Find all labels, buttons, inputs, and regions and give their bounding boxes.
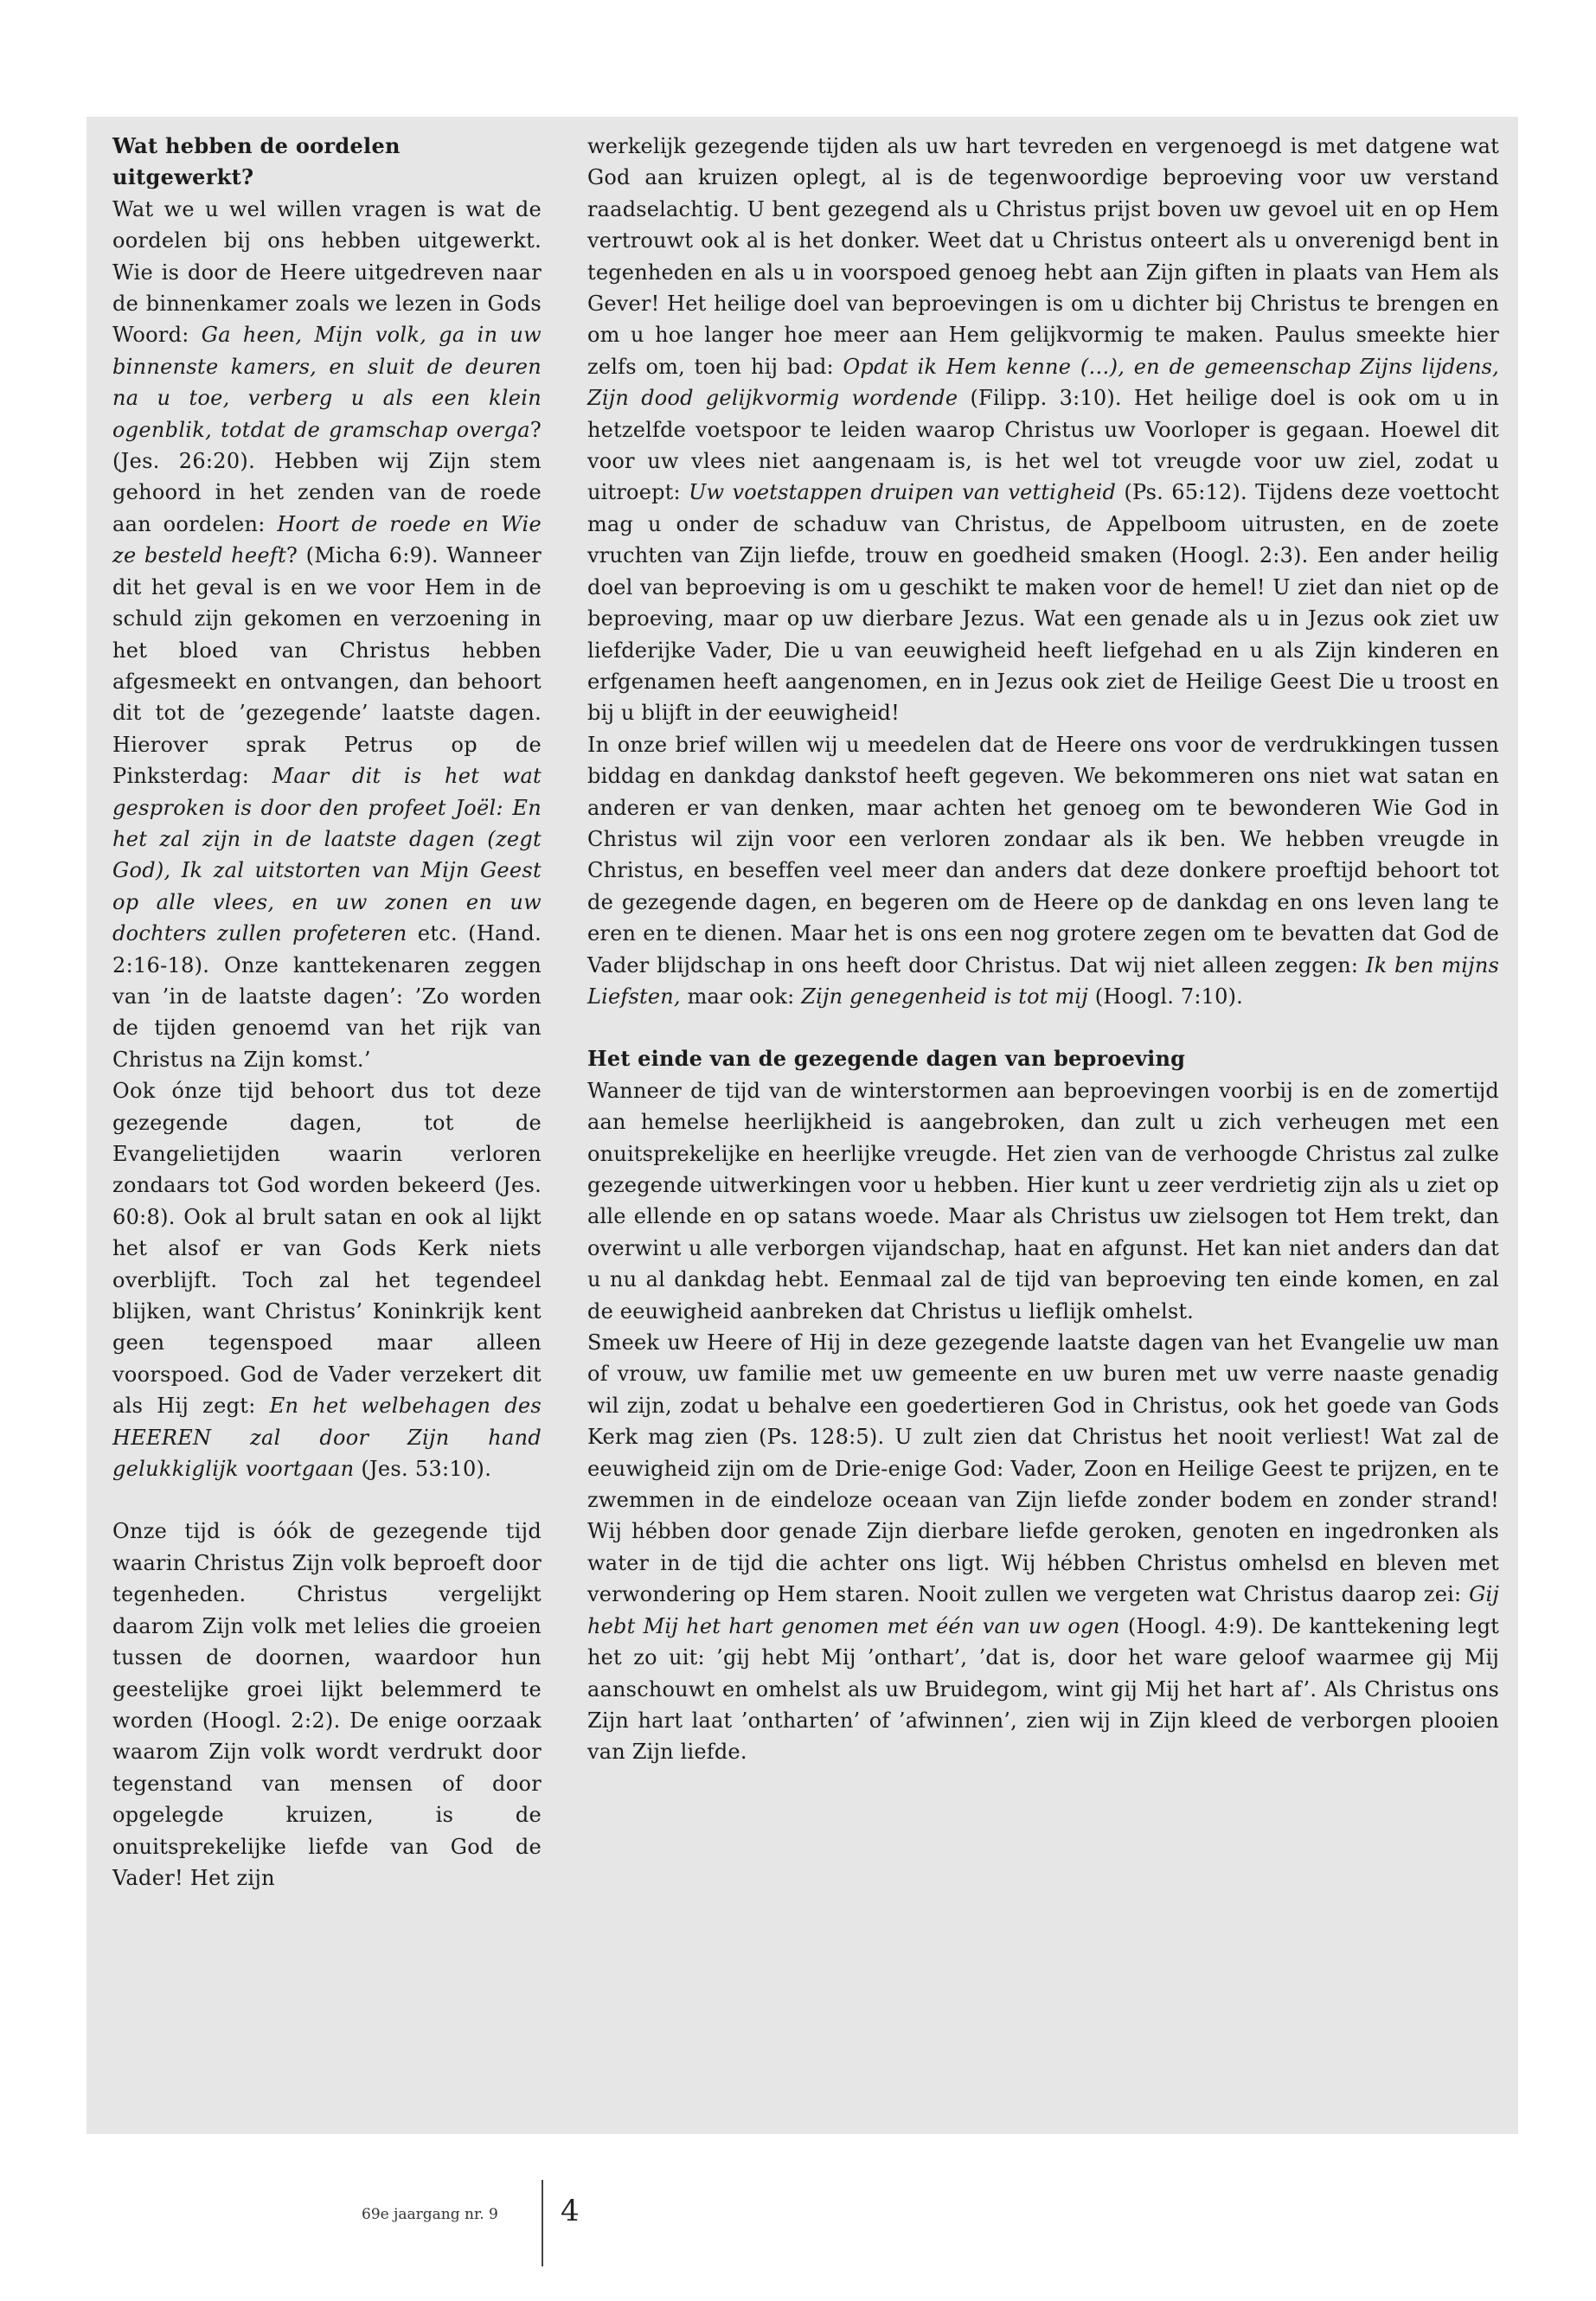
paragraph — [112, 1516, 542, 1894]
text-run: (Jes. 53:10). — [354, 1457, 492, 1482]
text-run: Ook ónze tijd behoort dus tot deze gezegende dagen, tot de Evangelietijden waarin verloren zondaars tot God worden bekeerd (Jes. 60:8). Ook al brult satan en ook al lijkt het alsof er van Gods Kerk niets overblijft. Toch zal het tegendeel blijken, want Christus’ Koninkrijk kent geen tegenspoed maar alleen voorspoed. God de Vader verzekert dit als Hij zegt: — [112, 1079, 542, 1419]
issue-label: 69e jaargang nr. 9 — [362, 2206, 498, 2223]
text-run: Smeek uw Heere of Hij in deze gezegende laatste dagen van het Evangelie uw man of vrouw, uw familie met uw gemeente en uw buren met uw verre naaste genadig wil zijn, zodat u behalve een goedertieren God in Christus, ook het goede van Gods Kerk mag zien (Ps. 128:5). U zult zien dat Christus het nooit verliest! Wat zal de eeuwigheid zijn om de Drie-enige God: Vader, Zoon en Heilige Geest te prijzen, en te zwemmen in de eindeloze oceaan van Zijn liefde zonder bodem en zonder strand! Wij hébben door genade Zijn dierbare liefde geroken, genoten en ingedronken als water in de tijd die achter ons ligt. Wij hébben Christus omhelsd en bleven met verwondering op Hem staren. Nooit zullen we vergeten wat Christus daarop zei: — [587, 1330, 1499, 1607]
paragraph — [587, 1327, 1499, 1768]
text-run: werkelijk gezegende tijden als uw hart tevreden en vergenoegd is met datgene wat God aan kruizen oplegt, al is de tegenwoordige beproeving voor uw verstand raadselachtig. U bent gezegend als u Christus prijst boven uw gevoel uit en op Hem vertrouwt ook al is het donker. Weet dat u Christus onteert als u onverenigd bent in tegenheden en als u in voorspoed genoeg hebt aan Zijn giften in plaats van Hem als Gever! Het heilige doel van beproevingen is om u dichter bij Christus te brengen en om u hoe langer hoe meer aan Hem gelijkvormig te maken. Paulus smeekte hier zelfs om, toen hij bad: — [587, 134, 1499, 379]
text-run: (Ps. 65:12). Tijdens deze voettocht mag u onder de schaduw van Christus, de Appelboom uitrusten, en de zoete vruchten van Zijn liefde, trouw en goedheid smaken (Hoogl. 2:3). Een ander heilig doel van beproeving is om u geschikt te maken voor de hemel! U ziet dan niet op de beproeving, maar op uw dierbare Jezus. Wat een genade als u in Jezus ook ziet uw liefderijke Vader, Die u van eeuwigheid heeft liefgehad en u als Zijn kinderen en erfgenamen heeft aangenomen, en in Jezus ook ziet de Heilige Geest Die u troost en bij u blijft in der eeuwigheid! — [587, 480, 1499, 726]
left-column — [112, 131, 542, 1894]
scripture-quote: Hoort de roede en Wie ze besteld heeft — [112, 511, 542, 568]
text-run: etc. (Hand. 2:16-18). Onze kanttekenaren zeggen van ’in de laatste dagen’: ’Zo worden de tijden genoemd van het rijk van Christus na Zijn komst.’ — [112, 921, 542, 1072]
page-number: 4 — [561, 2194, 580, 2228]
text-run: ? (Jes. 26:20). Hebben wij Zijn stem gehoord in het zenden van de roede aan oordelen: — [112, 417, 542, 536]
text-run: Wat we u wel willen vragen is wat de oordelen bij ons hebben uitgewerkt. Wie is door de Heere uitgedreven naar de binnenkamer zoals we lezen in Gods Woord: — [112, 196, 542, 348]
scripture-quote: En het welbehagen des HEEREN zal door Zijn hand gelukkiglijk voortgaan — [112, 1394, 542, 1482]
footer-divider — [542, 2180, 543, 2266]
text-run: maar ook: — [680, 984, 802, 1009]
text-run: In onze brief willen wij u meedelen dat de Heere ons voor de verdrukkingen tussen biddag en dankdag dankstof heeft gegeven. We bekommeren ons niet wat satan en anderen er van denken, maar achten het genoeg om te bewonderen Wie God in Christus wil zijn voor een verloren zondaar als ik ben. We hebben vreugde in Christus, en beseffen veel meer dan anders dat deze donkere proeftijd behoort tot de gezegende dagen, en begeren om de Heere op de dankdag en ons leven lang te eren en te dienen. Maar het is ons een nog grotere zegen om te bevatten dat God de Vader blijdschap in ons heeft door Christus. Dat wij niet alleen zeggen: — [587, 732, 1499, 977]
section-heading-einde: Het einde van de gezegende dagen van beproeving — [587, 1046, 1186, 1072]
text-run: (Hoogl. 4:9). De kanttekening legt het zo uit: ’gij hebt Mij ’onthart’, ’dat is, door het ware geloof waarmee gij Mij aanschouwt en omhelst als uw Bruidegom, wint gij Mij het hart af’. Als Christus ons Zijn hart laat ’ontharten’ of ’afwinnen’, zien wij in Zijn kleed de verborgen plooien van Zijn liefde. — [587, 1613, 1500, 1765]
text-run: ? (Micha 6:9). Wanneer dit het geval is en we voor Hem in de schuld zijn gekomen en verzoening in het bloed van Christus hebben afgesmeekt en ontvangen, dan behoort dit tot de ’gezegende’ laatste dagen. Hierover sprak Petrus op de Pinksterdag: — [112, 543, 542, 789]
paragraph — [587, 131, 1499, 729]
paragraph — [587, 729, 1499, 1013]
scripture-quote: Uw voetstappen druipen van vettigheid — [689, 480, 1117, 505]
text-run: Wanneer de tijd van de winterstormen aan beproevingen voorbij is en de zomertijd aan hemelse heerlijkheid is aangebroken, dan zult u zich verheugen met een onuitsprekelijke en heerlijke vreugde. Het zien van de verhoogde Christus zal zulke gezegende uitwerkingen voor u hebben. Hier kunt u zeer verdrietig zijn als u ziet op alle ellende en op satans woede. Maar als Christus uw zielsogen tot Hem trekt, dan overwint u alle verborgen vijandschap, haat en afgunst. Het kan niet anders dan dat u nu al dankdag hebt. Eenmaal zal de tijd van beproeving ten einde komen, en zal de eeuwigheid aanbreken dat Christus u lieflijk omhelst. — [587, 1078, 1499, 1324]
right-column — [587, 131, 1499, 1768]
text-run: (Hoogl. 7:10). — [1087, 984, 1243, 1009]
page-footer — [0, 2175, 1596, 2270]
paragraph — [112, 194, 542, 1075]
text-run: Onze tijd is óók de gezegende tijd waarin Christus Zijn volk beproeft door tegenheden. Christus vergelijkt daarom Zijn volk met lelies die groeien tussen de doornen, waardoor hun geestelijke groei lijkt belemmerd te worden (Hoogl. 2:2). De enige oorzaak waarom Zijn volk wordt verdrukt door tegenstand van mensen of door opgelegde kruizen, is de onuitsprekelijke liefde van God de Vader! Het zijn — [112, 1519, 542, 1890]
section-heading-oordelen: Wat hebben de oordelen uitgewerkt? — [112, 133, 401, 190]
scripture-quote: Ga heen, Mijn volk, ga in uw binnenste kamers, en sluit de deuren na u toe, verberg u als een klein ogenblik, totdat de gramschap overga — [112, 323, 542, 442]
scripture-quote: Maar dit is het wat gesproken is door den profeet Joël: En het zal zijn in de laatste dagen (zegt God), Ik zal uitstorten van Mijn Geest op alle vlees, en uw zonen en uw dochters zullen profeteren — [112, 764, 542, 946]
scripture-quote: Zijn genegenheid is tot mij — [801, 984, 1088, 1009]
scripture-quote: Opdat ik Hem kenne (…), en de gemeenschap Zijns lijdens, Zijn dood gelijkvormig wordende — [587, 354, 1499, 411]
paragraph — [587, 1075, 1499, 1327]
paragraph — [112, 1075, 542, 1484]
text-run: (Filipp. 3:10). Het heilige doel is ook om u in hetzelfde voetspoor te leiden waarop Christus uw Voorloper is gegaan. Hoewel dit voor uw vlees niet aangenaam is, is het wel tot vreugde voor uw ziel, zodat u uitroept: — [587, 386, 1499, 505]
scripture-quote: Ik ben mijns Liefsten, — [587, 952, 1499, 1009]
scripture-quote: Gij hebt Mij het hart genomen met één van uw ogen — [587, 1582, 1499, 1638]
